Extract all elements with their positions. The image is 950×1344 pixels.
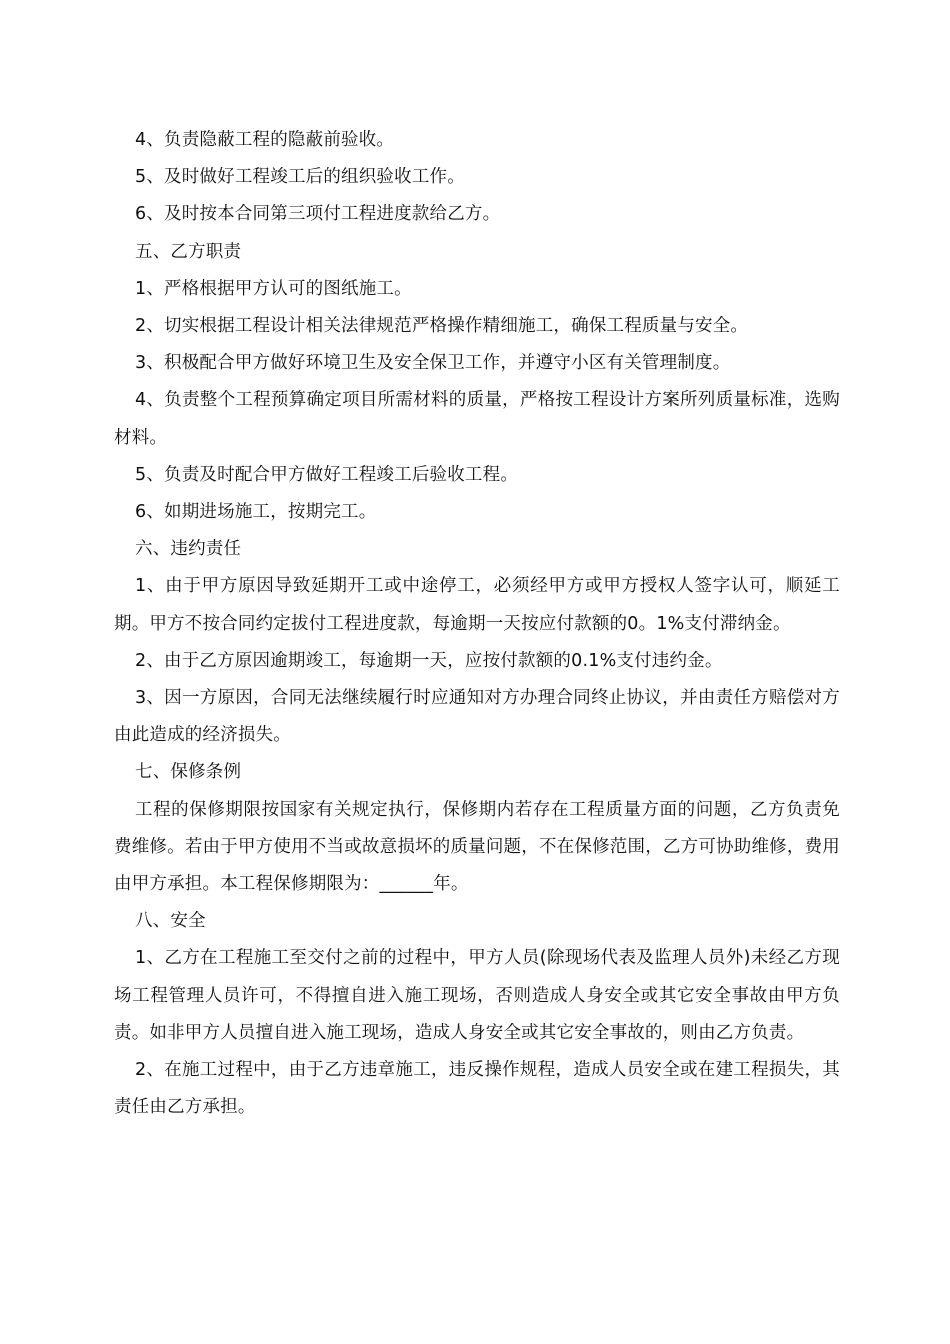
list-item: 1、由于甲方原因导致延期开工或中途停工，必须经甲方或甲方授权人签字认可，顺延工期。甲方不按合同约定拔付工程进度款，每逾期一天按应付款额的0。1%支付滞纳金。 [114, 576, 840, 634]
list-item: 1、乙方在工程施工至交付之前的过程中，甲方人员(除现场代表及监理人员外)未经乙方现场工程管理人员许可，不得擅自进入施工现场，否则造成人身安全或其它安全事故由甲方负责。如非甲方人员擅自进入施工现场，造成人身安全或其它安全事故的，则由乙方负责。 [114, 948, 840, 1043]
list-item: 5、负责及时配合甲方做好工程竣工后验收工程。 [135, 464, 519, 485]
list-item: 4、负责隐蔽工程的隐蔽前验收。 [135, 130, 395, 150]
list-item: 2、在施工过程中，由于乙方违章施工，违反操作规程，造成人员安全或在建工程损失，其责任由乙方承担。 [114, 1060, 840, 1118]
section-heading: 六、违约责任 [135, 539, 242, 560]
list-item: 5、及时做好工程竣工后的组织验收工作。 [135, 167, 465, 188]
list-item: 2、由于乙方原因逾期竣工，每逾期一天，应按付款额的0.1%支付违约金。 [135, 650, 723, 671]
list-item: 1、严格根据甲方认可的图纸施工。 [135, 278, 412, 299]
list-item: 3、积极配合甲方做好环境卫生及安全保卫工作，并遵守小区有关管理制度。 [135, 353, 731, 374]
section-heading: 八、安全 [135, 911, 206, 932]
section-heading: 五、乙方职责 [135, 241, 242, 262]
list-item: 3、因一方原因，合同无法继续履行时应通知对方办理合同终止协议，并由责任方赔偿对方由此造成的经济损失。 [114, 688, 840, 746]
contract-body [114, 122, 840, 1126]
list-item: 6、如期进场施工，按期完工。 [135, 502, 377, 523]
list-item: 4、负责整个工程预算确定项目所需材料的质量，严格按工程设计方案所列质量标准，选购材料。 [114, 390, 840, 448]
list-item: 6、及时按本合同第三项付工程进度款给乙方。 [135, 204, 501, 225]
section-heading: 七、保修条例 [135, 762, 242, 783]
list-item: 2、切实根据工程设计相关法律规范严格操作精细施工，确保工程质量与安全。 [135, 316, 749, 337]
body-paragraph: 工程的保修期限按国家有关规定执行，保修期内若存在工程质量方面的问题，乙方负责免费维修。若由于甲方使用不当或故意损坏的质量问题，不在保修范围，乙方可协助维修，费用由甲方承担。本工程保修期限为：______年。 [114, 799, 840, 895]
